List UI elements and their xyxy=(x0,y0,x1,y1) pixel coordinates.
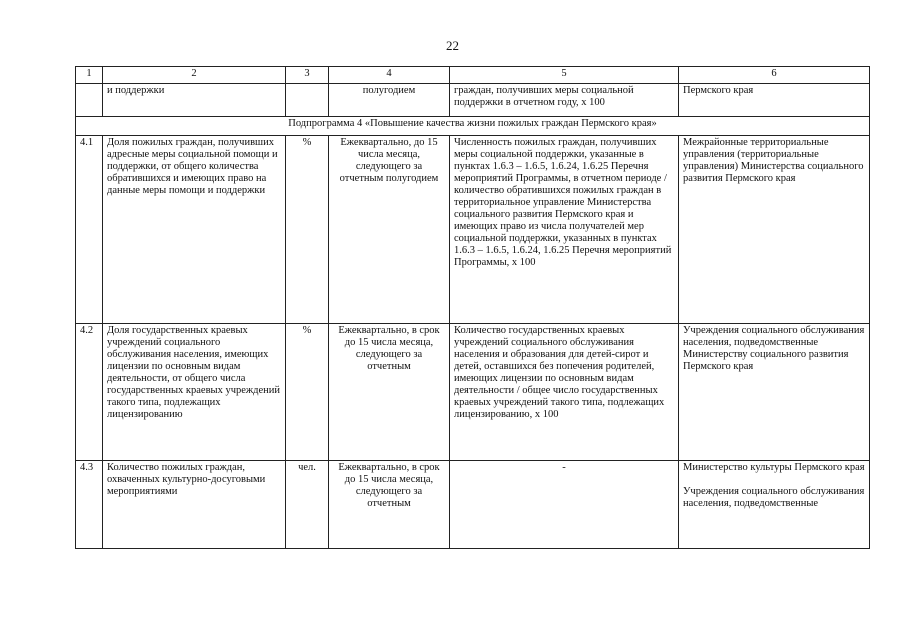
responsible-cell: Пермского края xyxy=(679,84,870,117)
indicator-cell: и поддержки xyxy=(103,84,286,117)
row-number-cell xyxy=(76,84,103,117)
unit-cell: чел. xyxy=(286,461,329,549)
table-row xyxy=(76,461,870,549)
responsible-cell: Учреждения социального обслуживания населения, подведомственные Министерству социального развития Пермского края xyxy=(679,324,870,461)
period-cell: Ежеквартально, в срок до 15 числа месяца, следующего за отчетным xyxy=(329,461,450,549)
subprogram-title: Подпрограмма 4 «Повышение качества жизни пожилых граждан Пермского края» xyxy=(76,117,870,136)
header-cell: 3 xyxy=(286,67,329,84)
indicator-cell: Доля государственных краевых учреждений социального обслуживания населения, имеющих лицензии по основным видам деятельности, от общего числа государственных краевых учреждений такого типа, подлежащих лицензированию xyxy=(103,324,286,461)
table-row xyxy=(76,136,870,324)
period-cell: Ежеквартально, до 15 числа месяца, следующего за отчетным полугодием xyxy=(329,136,450,324)
indicator-cell: Количество пожилых граждан, охваченных культурно-досуговыми мероприятиями xyxy=(103,461,286,549)
row-number-cell: 4.1 xyxy=(76,136,103,324)
indicator-cell: Доля пожилых граждан, получивших адресные меры социальной помощи и поддержки, от общего количества обратившихся и имеющих право на данные меры помощи и поддержки xyxy=(103,136,286,324)
table-row xyxy=(76,84,870,117)
responsible-primary: Министерство культуры Пермского края xyxy=(683,462,865,473)
formula-cell: Численность пожилых граждан, получивших меры социальной поддержки, указанные в пунктах 1.6.3 – 1.6.5, 1.6.24, 1.6.25 Перечня мероприятий Программы, в отчетном периоде / количество обратившихся пожилых граждан в территориальное управление Министерства социального развития Пермского края и имеющих право из числа получателей мер социальной поддержки, указанных в пунктах 1.6.3 – 1.6.5, 1.6.24, 1.6.25 Перечня мероприятий Программы, х 100 xyxy=(450,136,679,324)
table-row xyxy=(76,324,870,461)
unit-cell: % xyxy=(286,136,329,324)
formula-cell: Количество государственных краевых учреждений социального обслуживания населения и образования для детей-сирот и детей, оставшихся без попечения родителей, имеющих лицензии по основным видам деятельности / общее число государственных краевых учреждений такого типа, подлежащих лицензированию, х 100 xyxy=(450,324,679,461)
row-number-cell: 4.2 xyxy=(76,324,103,461)
page-number: 22 xyxy=(446,38,459,53)
formula-cell: граждан, получивших меры социальной поддержки в отчетном году, х 100 xyxy=(450,84,679,117)
row-number-cell: 4.3 xyxy=(76,461,103,549)
header-cell: 2 xyxy=(103,67,286,84)
period-cell: полугодием xyxy=(329,84,450,117)
responsible-cell: Межрайонные территориальные управления (территориальные управления) Министерства социального развития Пермского края xyxy=(679,136,870,324)
header-cell: 6 xyxy=(679,67,870,84)
unit-cell xyxy=(286,84,329,117)
indicators-table xyxy=(75,66,870,549)
responsible-secondary: Учреждения социального обслуживания населения, подведомственные xyxy=(683,486,865,509)
period-cell: Ежеквартально, в срок до 15 числа месяца, следующего за отчетным xyxy=(329,324,450,461)
unit-cell: % xyxy=(286,324,329,461)
header-cell: 1 xyxy=(76,67,103,84)
formula-cell: - xyxy=(450,461,679,549)
subprogram-row xyxy=(76,117,870,136)
header-cell: 5 xyxy=(450,67,679,84)
table-header-row xyxy=(76,67,870,84)
responsible-cell xyxy=(679,461,870,549)
header-cell: 4 xyxy=(329,67,450,84)
